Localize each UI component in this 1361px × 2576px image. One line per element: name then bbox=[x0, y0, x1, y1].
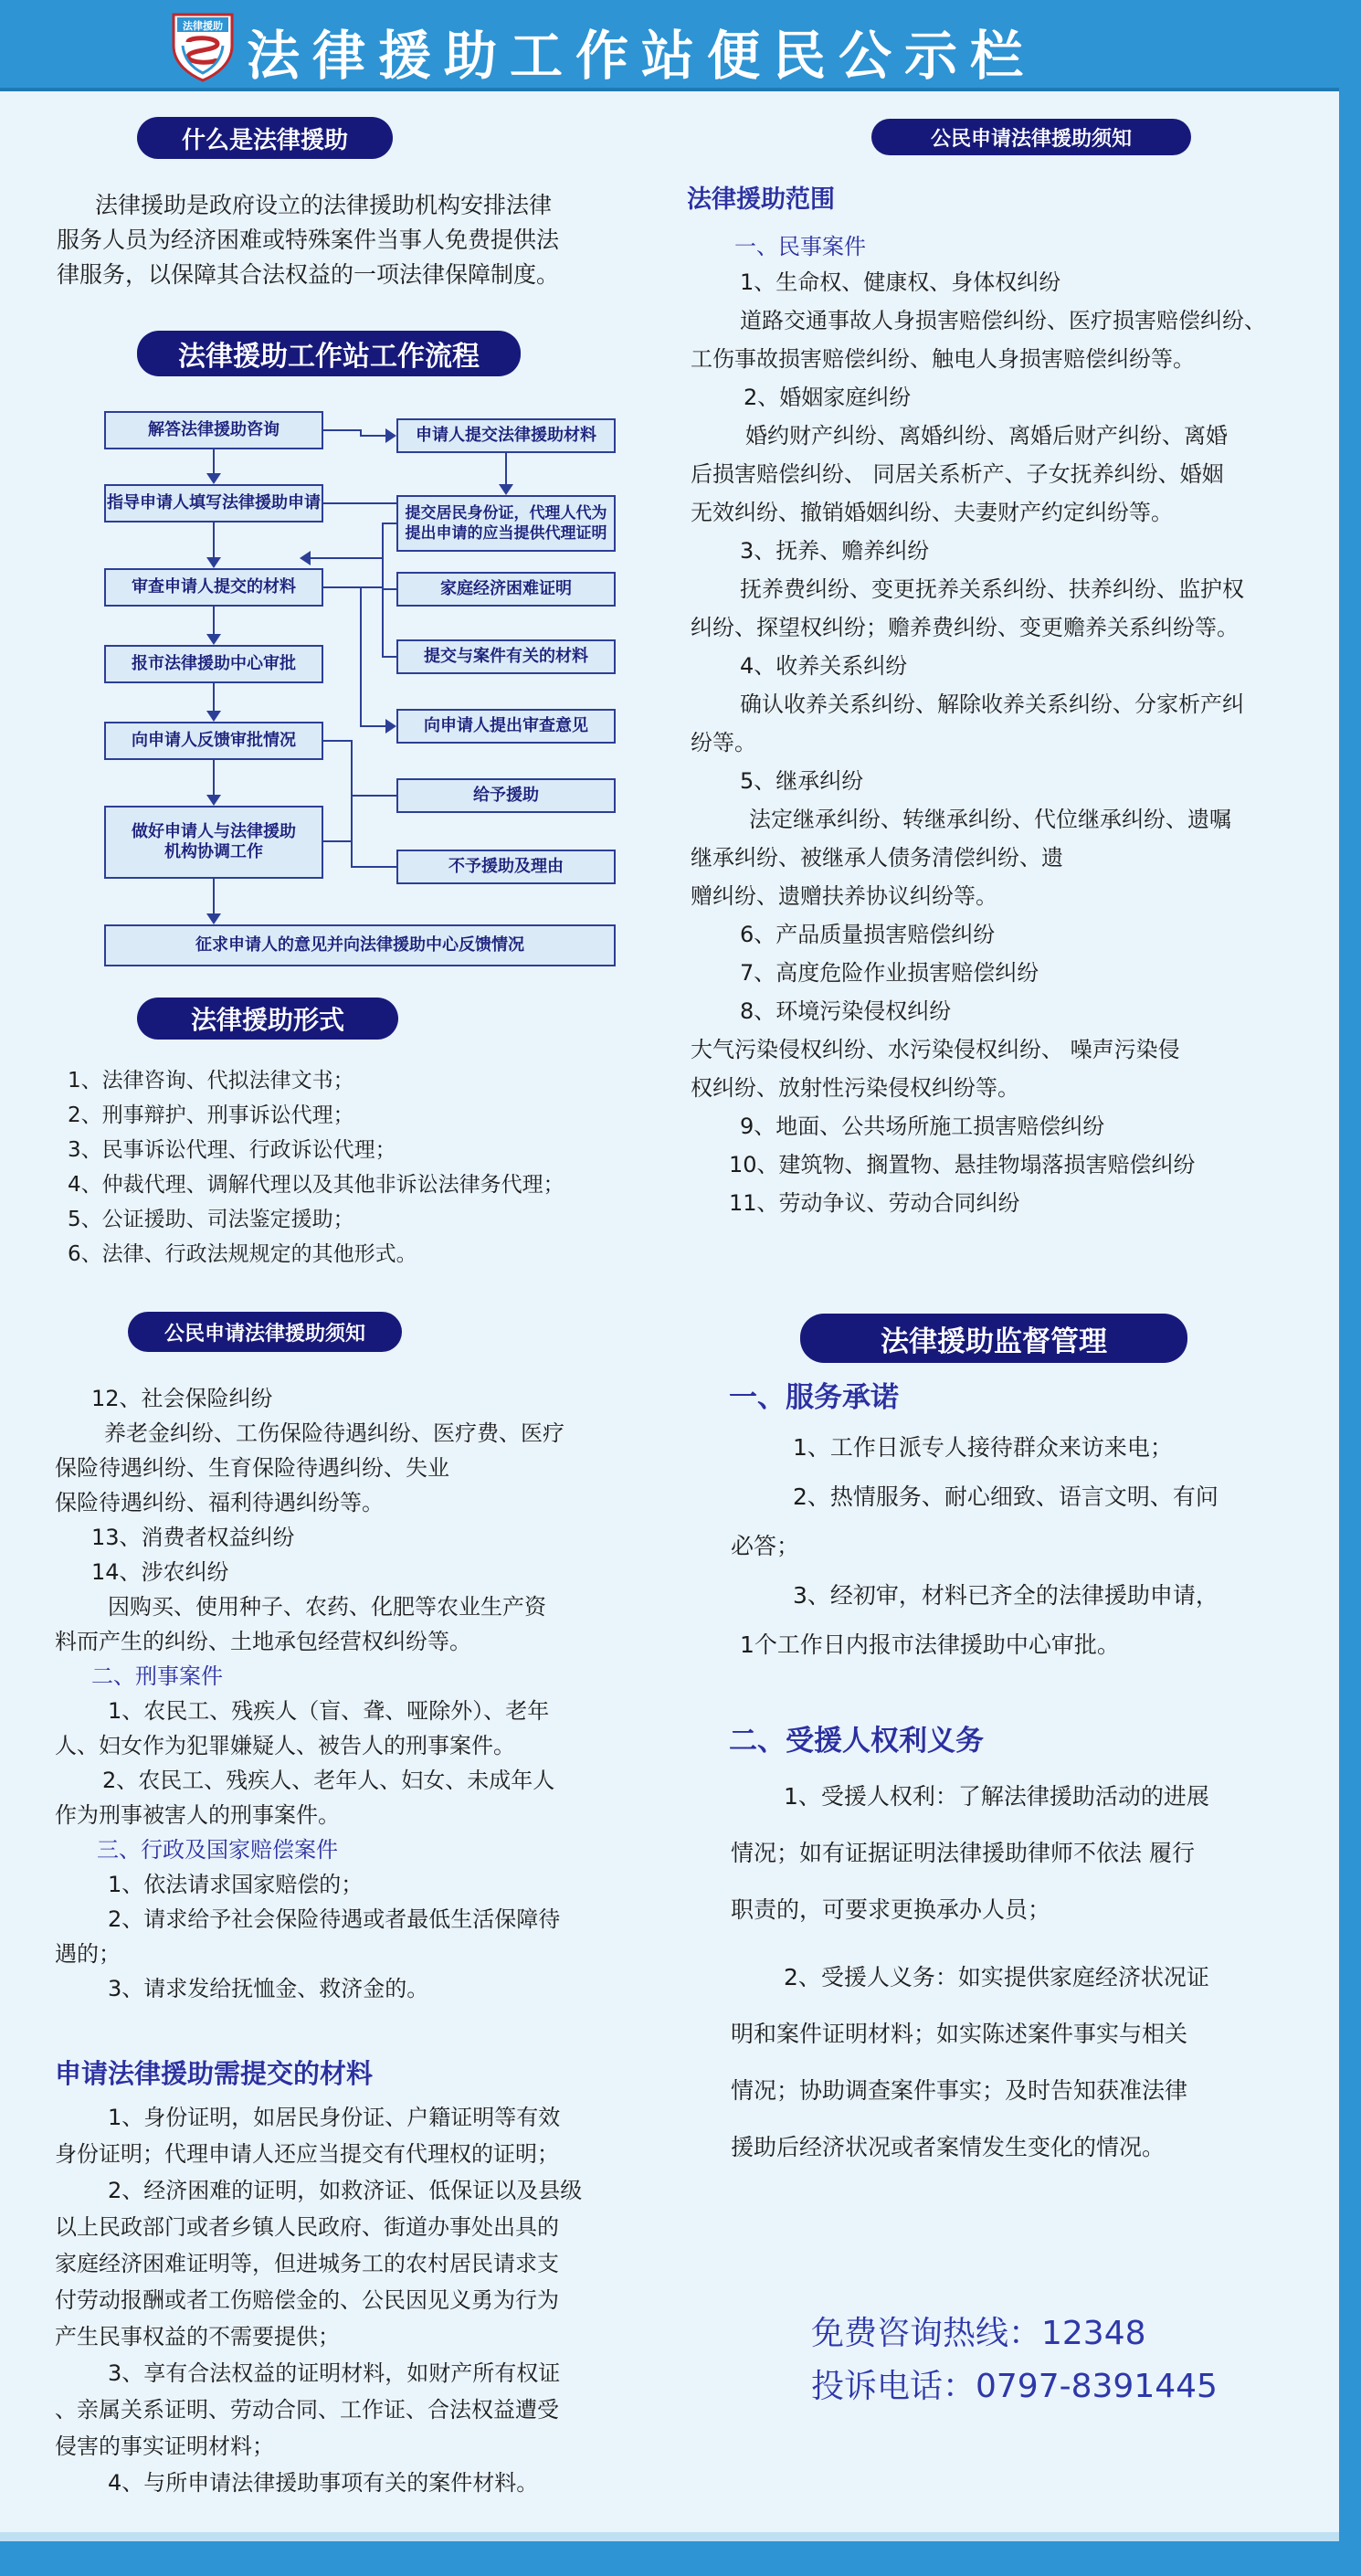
arrow-right-icon bbox=[385, 428, 396, 443]
materials-list bbox=[55, 2099, 685, 2501]
scope-line: 抚养费纠纷、变更抚养关系纠纷、扶养纠纷、监护权 bbox=[740, 576, 1244, 602]
flow-step-right: 给予援助 bbox=[396, 778, 616, 813]
flow-connector bbox=[351, 740, 353, 868]
arrow-down-icon bbox=[206, 711, 221, 722]
what-line: 法律援助是政府设立的法律援助机构安排法律 bbox=[95, 192, 553, 218]
flow-step-right: 申请人提交法律援助材料 bbox=[396, 418, 616, 453]
section-title-forms: 法律援助形式 bbox=[137, 998, 398, 1040]
scope-line: 确认收养关系纠纷、解除收养关系纠纷、分家析产纠 bbox=[740, 692, 1244, 717]
flow-connector bbox=[213, 760, 215, 797]
section-title-flow: 法律援助工作站工作流程 bbox=[137, 331, 521, 376]
flow-step-right: 不予援助及理由 bbox=[396, 850, 616, 884]
materials-line: 家庭经济困难证明等，但进城务工的农村居民请求支 bbox=[55, 2251, 559, 2276]
scope-line: 大气污染侵权纠纷、水污染侵权纠纷、 噪声污染侵 bbox=[691, 1037, 1180, 1062]
notice-line: 2、农民工、残疾人、老年人、妇女、未成年人 bbox=[102, 1768, 555, 1793]
flow-step-right: 提交居民身份证，代理人代为提出申请的应当提供代理证明 bbox=[396, 495, 616, 552]
scope-line: 工伤事故损害赔偿纠纷、触电人身损害赔偿纠纷等。 bbox=[691, 346, 1195, 372]
service-line: 1、工作日派专人接待群众来访来电； bbox=[793, 1434, 1173, 1461]
rights-list bbox=[731, 1768, 1315, 2176]
notice-line: 保险待遇纠纷、福利待遇纠纷等。 bbox=[55, 1490, 384, 1515]
rights-line: 职责的，可要求更换承办人员； bbox=[731, 1896, 1051, 1923]
what-paragraph bbox=[57, 188, 661, 292]
flow-connector bbox=[323, 740, 351, 742]
flow-step-left: 解答法律援助咨询 bbox=[104, 411, 323, 449]
notice-line: 2、请求给予社会保险待遇或者最低生活保障待 bbox=[108, 1906, 561, 1932]
flow-connector bbox=[213, 607, 215, 636]
arrow-down-icon bbox=[206, 795, 221, 806]
scope-line: 1、生命权、健康权、身体权纠纷 bbox=[740, 269, 1061, 295]
scope-line: 11、劳动争议、劳动合同纠纷 bbox=[729, 1190, 1020, 1216]
bottom-border-rail bbox=[0, 2541, 1361, 2576]
rights-line: 明和案件证明材料；如实陈述案件事实与相关 bbox=[731, 2021, 1188, 2047]
materials-line: 身份证明；代理申请人还应当提交有代理权的证明； bbox=[55, 2141, 559, 2167]
header-banner bbox=[0, 0, 1339, 91]
notice-line: 12、社会保险纠纷 bbox=[91, 1386, 273, 1411]
forms-item: 6、法律、行政法规规定的其他形式。 bbox=[68, 1242, 417, 1266]
forms-item: 4、仲裁代理、调解代理以及其他非诉讼法律务代理； bbox=[68, 1173, 564, 1197]
service-line: 1个工作日内报市法律援助中心审批。 bbox=[740, 1631, 1120, 1658]
materials-line: 侵害的事实证明材料； bbox=[55, 2433, 274, 2459]
service-list bbox=[731, 1423, 1315, 1670]
materials-line: 1、身份证明，如居民身份证、户籍证明等有效 bbox=[108, 2105, 561, 2130]
rights-line: 1、受援人权利：了解法律援助活动的进展 bbox=[784, 1783, 1209, 1810]
admin-heading: 三、行政及国家赔偿案件 bbox=[97, 1837, 338, 1863]
section-title-notice-left: 公民申请法律援助须知 bbox=[128, 1312, 402, 1352]
service-heading: 一、服务承诺 bbox=[729, 1381, 899, 1414]
rights-line: 情况；如有证据证明法律援助律师不依法 履行 bbox=[731, 1840, 1195, 1866]
notice-line: 遇的； bbox=[55, 1941, 121, 1967]
section-title-what: 什么是法律援助 bbox=[137, 117, 393, 159]
flow-connector bbox=[351, 866, 396, 868]
scope-list bbox=[691, 263, 1330, 1222]
flow-connector bbox=[505, 453, 507, 486]
notice-line: 14、涉农纠纷 bbox=[91, 1559, 229, 1585]
scope-line: 8、环境污染侵权纠纷 bbox=[740, 998, 952, 1024]
scope-line: 继承纠纷、被继承人债务清偿纠纷、遗 bbox=[691, 845, 1063, 871]
notice-line: 养老金纠纷、工伤保险待遇纠纷、医疗费、医疗 bbox=[104, 1420, 564, 1446]
civil-heading: 一、民事案件 bbox=[734, 234, 866, 259]
scope-line: 后损害赔偿纠纷、 同居关系析产、子女抚养纠纷、婚姻 bbox=[691, 461, 1224, 487]
flow-connector bbox=[382, 523, 396, 524]
flow-connector bbox=[360, 587, 362, 726]
notice-continued-list bbox=[55, 1381, 685, 2006]
scope-line: 6、产品质量损害赔偿纠纷 bbox=[740, 922, 996, 947]
scope-line: 7、高度危险作业损害赔偿纠纷 bbox=[740, 960, 1039, 986]
rights-heading: 二、受援人权利义务 bbox=[729, 1725, 984, 1758]
flow-connector bbox=[382, 588, 396, 590]
materials-line: 4、与所申请法律援助事项有关的案件材料。 bbox=[108, 2470, 539, 2496]
scope-line: 赠纠纷、遗赠扶养协议纠纷等。 bbox=[691, 883, 997, 909]
shield-logo-icon bbox=[170, 9, 236, 82]
materials-line: 付劳动报酬或者工伤赔偿金的、公民因见义勇为行为 bbox=[55, 2287, 559, 2313]
service-line: 2、热情服务、耐心细致、语言文明、有问 bbox=[793, 1483, 1219, 1510]
scope-line: 纠纷、探望权纠纷；赡养费纠纷、变更赡养关系纠纷等。 bbox=[691, 615, 1239, 640]
forms-item: 1、法律咨询、代拟法律文书； bbox=[68, 1069, 354, 1093]
materials-line: 2、经济困难的证明，如救济证、低保证以及县级 bbox=[108, 2178, 583, 2203]
arrow-down-icon bbox=[499, 484, 513, 495]
materials-line: 3、享有合法权益的证明材料，如财产所有权证 bbox=[108, 2360, 561, 2386]
scope-line: 婚约财产纠纷、离婚纠纷、离婚后财产纠纷、离婚 bbox=[745, 423, 1228, 449]
criminal-heading: 二、刑事案件 bbox=[91, 1663, 223, 1689]
forms-item: 2、刑事辩护、刑事诉讼代理； bbox=[68, 1103, 354, 1127]
scope-heading: 法律援助范围 bbox=[687, 185, 835, 214]
rights-line: 2、受援人义务：如实提供家庭经济状况证 bbox=[784, 1964, 1209, 1990]
flow-connector bbox=[382, 523, 384, 658]
flow-step-right: 向申请人提出审查意见 bbox=[396, 709, 616, 744]
scope-line: 5、继承纠纷 bbox=[740, 768, 864, 794]
scope-line: 4、收养关系纠纷 bbox=[740, 653, 908, 679]
flow-connector bbox=[323, 840, 351, 842]
flow-connector bbox=[311, 557, 384, 559]
notice-line: 料而产生的纠纷、土地承包经营权纠纷等。 bbox=[55, 1629, 471, 1654]
notice-line: 作为刑事被害人的刑事案件。 bbox=[55, 1802, 340, 1828]
flow-connector bbox=[351, 795, 396, 797]
flow-step-left: 审查申请人提交的材料 bbox=[104, 568, 323, 607]
materials-line: 产生民事权益的不需要提供； bbox=[55, 2324, 340, 2349]
what-line: 律服务，以保障其合法权益的一项法律保障制度。 bbox=[57, 261, 560, 288]
scope-line: 道路交通事故人身损害赔偿纠纷、医疗损害赔偿纠纷、 bbox=[740, 308, 1266, 333]
right-border-rail bbox=[1339, 0, 1361, 2576]
flow-connector bbox=[360, 725, 385, 727]
materials-line: 、亲属关系证明、劳动合同、工作证、合法权益遭受 bbox=[55, 2397, 559, 2423]
notice-line: 1、农民工、残疾人（盲、聋、哑除外）、老年 bbox=[108, 1698, 550, 1724]
materials-line: 以上民政部门或者乡镇人民政府、街道办事处出具的 bbox=[55, 2214, 559, 2240]
page-title: 法律援助工作站便民公示栏 bbox=[247, 25, 1037, 87]
scope-line: 纷等。 bbox=[691, 730, 756, 755]
flow-step-left: 做好申请人与法律援助机构协调工作 bbox=[104, 806, 323, 879]
flow-connector bbox=[323, 586, 382, 588]
notice-line: 保险待遇纠纷、生育保险待遇纠纷、失业 bbox=[55, 1455, 449, 1481]
flow-connector bbox=[213, 523, 215, 559]
arrow-right-icon bbox=[385, 719, 396, 734]
flow-step-left: 指导申请人填写法律援助申请 bbox=[104, 484, 323, 523]
scope-line: 10、建筑物、搁置物、悬挂物塌落损害赔偿纠纷 bbox=[729, 1152, 1196, 1177]
flow-connector bbox=[213, 683, 215, 713]
flow-connector bbox=[213, 879, 215, 915]
section-title-notice-right: 公民申请法律援助须知 bbox=[871, 119, 1191, 155]
scope-line: 无效纠纷、撤销婚姻纠纷、夫妻财产约定纠纷等。 bbox=[691, 500, 1173, 525]
flow-connector bbox=[323, 429, 360, 431]
notice-line: 3、请求发给抚恤金、救济金的。 bbox=[108, 1976, 429, 2001]
complaint-phone-text: 投诉电话：0797-8391445 bbox=[811, 2368, 1218, 2405]
bottom-border-highlight bbox=[0, 2532, 1339, 2541]
emblem-text: 法律援助 bbox=[183, 20, 223, 32]
forms-item: 5、公证援助、司法鉴定援助； bbox=[68, 1208, 354, 1231]
arrow-down-icon bbox=[206, 634, 221, 645]
forms-list bbox=[68, 1063, 670, 1272]
service-line: 必答； bbox=[731, 1533, 800, 1559]
flow-connector bbox=[360, 435, 385, 437]
flow-step-right: 提交与案件有关的材料 bbox=[396, 639, 616, 674]
arrow-down-icon bbox=[206, 473, 221, 484]
notice-line: 13、消费者权益纠纷 bbox=[91, 1525, 295, 1550]
arrow-left-icon bbox=[300, 551, 311, 565]
flow-step-left: 报市法律援助中心审批 bbox=[104, 645, 323, 683]
rights-line: 情况；协助调查案件事实；及时告知获准法律 bbox=[731, 2077, 1188, 2104]
service-line: 3、经初审，材料已齐全的法律援助申请， bbox=[793, 1582, 1219, 1609]
scope-line: 权纠纷、放射性污染侵权纠纷等。 bbox=[691, 1075, 1019, 1101]
rights-line: 援助后经济状况或者案情发生变化的情况。 bbox=[731, 2134, 1166, 2160]
scope-line: 2、婚姻家庭纠纷 bbox=[744, 385, 912, 410]
forms-item: 3、民事诉讼代理、行政诉讼代理； bbox=[68, 1138, 396, 1162]
scope-line: 9、地面、公共场所施工损害赔偿纠纷 bbox=[740, 1114, 1105, 1139]
notice-line: 因购买、使用种子、农药、化肥等农业生产资 bbox=[108, 1594, 546, 1620]
flow-connector bbox=[382, 656, 396, 658]
flow-step-bottom: 征求申请人的意见并向法律援助中心反馈情况 bbox=[104, 924, 616, 966]
section-title-supervision: 法律援助监督管理 bbox=[800, 1314, 1187, 1363]
scope-line: 3、抚养、赡养纠纷 bbox=[740, 538, 930, 564]
flow-connector bbox=[323, 502, 396, 504]
scope-line: 法定继承纠纷、转继承纠纷、代位继承纠纷、遗嘱 bbox=[749, 807, 1231, 832]
arrow-down-icon bbox=[206, 913, 221, 924]
what-line: 服务人员为经济困难或特殊案件当事人免费提供法 bbox=[57, 227, 560, 253]
arrow-down-icon bbox=[206, 557, 221, 568]
flow-connector bbox=[213, 449, 215, 475]
notice-line: 人、妇女作为犯罪嫌疑人、被告人的刑事案件。 bbox=[55, 1733, 515, 1758]
hotline-text: 免费咨询热线：12348 bbox=[811, 2315, 1146, 2352]
materials-heading: 申请法律援助需提交的材料 bbox=[55, 2058, 374, 2089]
flow-step-left: 向申请人反馈审批情况 bbox=[104, 722, 323, 760]
notice-line: 1、依法请求国家赔偿的； bbox=[108, 1872, 364, 1897]
flow-step-right: 家庭经济困难证明 bbox=[396, 572, 616, 607]
